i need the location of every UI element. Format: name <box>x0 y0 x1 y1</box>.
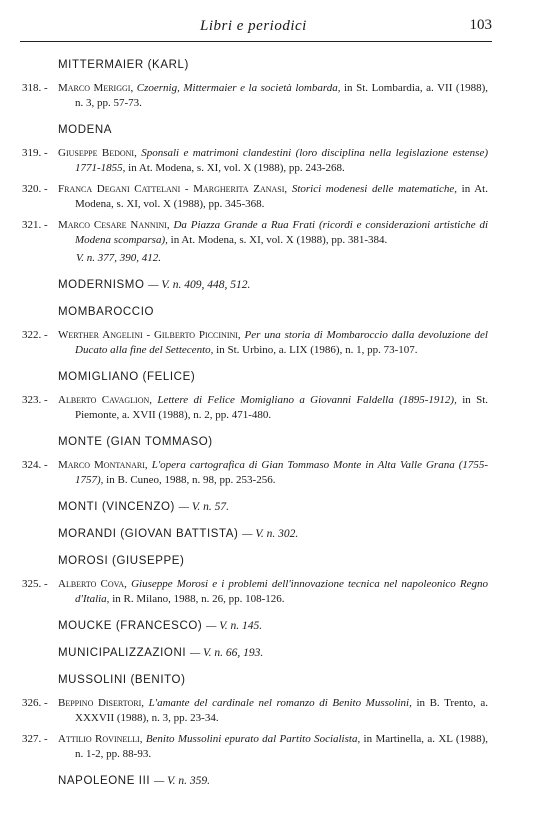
section-heading-text: MORANDI (GIOVAN BATTISTA) <box>58 528 239 540</box>
cross-reference: — V. n. 145. <box>206 620 263 632</box>
entry-authors: Alberto Cova, <box>58 578 127 590</box>
bibliography-list <box>0 58 550 797</box>
bibliography-entry <box>0 393 550 423</box>
entry-authors: Werther Angelini - Gilberto Piccinini, <box>58 329 241 341</box>
bibliography-entry <box>0 81 550 111</box>
entry-authors: Beppino Disertori, <box>58 697 145 709</box>
cross-reference: — V. n. 359. <box>153 775 210 787</box>
entry-title: Sponsali e matrimoni clandestini (loro disciplina nella legislazione estense) 1771-1855, <box>75 147 488 174</box>
section-heading <box>58 435 550 450</box>
entry-authors: Alberto Cavaglion, <box>58 394 153 406</box>
entry-number: 323. - <box>22 394 48 406</box>
entry-citation <box>58 696 488 726</box>
entry-number: 321. - <box>22 219 48 231</box>
running-header-title: Libri e periodici <box>200 18 307 34</box>
section-heading-text: MONTI (VINCENZO) <box>58 501 175 513</box>
section-heading-text: MODENA <box>58 124 113 136</box>
bibliography-entry <box>0 146 550 176</box>
bibliography-entry <box>0 458 550 488</box>
entry-citation <box>58 218 488 248</box>
bibliography-entry <box>0 328 550 358</box>
entry-title: L'amante del cardinale nel romanzo di Benito Mussolini, <box>148 697 412 709</box>
entry-title: Lettere di Felice Momigliano a Giovanni Faldella (1895-1912), <box>157 394 457 406</box>
see-also-reference: V. n. 377, 390, 412. <box>76 252 162 264</box>
bibliography-entry <box>0 696 550 726</box>
section-heading-text: MOROSI (GIUSEPPE) <box>58 555 185 567</box>
entry-publication: in Martinella, a. XL (1988), n. 1-2, pp. 88-93. <box>75 733 488 760</box>
entry-title: Per una storia di Mombaroccio dalla devoluzione del Ducato alla fine del Settecento, <box>75 329 488 356</box>
entry-publication: in B. Trento, a. XXXVII (1988), n. 3, pp. 23-34. <box>75 697 489 724</box>
entry-number: 322. - <box>22 329 48 341</box>
section-heading-text: MOMBAROCCIO <box>58 306 155 318</box>
entry-publication: in R. Milano, 1988, n. 26, pp. 108-126. <box>112 593 285 605</box>
section-heading <box>58 123 550 138</box>
section-heading <box>58 554 550 569</box>
entry-authors: Attilio Rovinelli, <box>58 733 143 745</box>
cross-reference: — V. n. 57. <box>178 501 230 513</box>
page-number: 103 <box>469 17 492 33</box>
section-heading <box>58 646 550 661</box>
bibliography-entry <box>0 218 550 248</box>
entry-number: 320. - <box>22 183 48 195</box>
section-heading <box>58 619 550 634</box>
entry-citation <box>58 577 488 607</box>
section-heading <box>58 500 550 515</box>
header-rule <box>20 41 492 42</box>
entry-publication: in B. Cuneo, 1988, n. 98, pp. 253-256. <box>106 474 276 486</box>
section-heading-text: MOUCKE (FRANCESCO) <box>58 620 203 632</box>
entry-title: Giuseppe Morosi e i problemi dell'innovazione tecnica nel napoleonico Regno d'Italia, <box>75 578 488 605</box>
section-heading <box>58 58 550 73</box>
section-heading <box>58 305 550 320</box>
entry-citation <box>58 393 488 423</box>
section-heading-text: MONTE (GIAN TOMMASO) <box>58 436 213 448</box>
entry-title: Da Piazza Grande a Rua Frati (ricordi e considerazioni artistiche di Modena scomparsa), <box>75 219 489 246</box>
entry-citation <box>58 458 488 488</box>
entry-number: 325. - <box>22 578 48 590</box>
cross-reference: — V. n. 66, 193. <box>189 647 264 659</box>
entry-citation <box>58 182 488 212</box>
entry-title: Benito Mussolini epurato dal Partito Socialista, <box>145 733 361 745</box>
entry-number: 326. - <box>22 697 48 709</box>
entry-authors: Franca Degani Cattelani - Margherita Zanasi, <box>58 183 288 195</box>
section-heading <box>58 278 550 293</box>
entry-publication: in St. Urbino, a. LIX (1986), n. 1, pp. 73-107. <box>216 344 418 356</box>
section-heading-text: NAPOLEONE III <box>58 775 151 787</box>
bibliography-entry <box>0 732 550 762</box>
cross-reference: — V. n. 302. <box>242 528 299 540</box>
entry-publication: in At. Modena, s. XI, vol. X (1988), pp. 243-268. <box>128 162 345 174</box>
section-heading-text: MOMIGLIANO (FELICE) <box>58 371 196 383</box>
entry-citation <box>58 732 488 762</box>
entry-publication: in St. Lombardia, a. VII (1988), n. 3, pp. 57-73. <box>75 82 488 109</box>
section-heading <box>58 370 550 385</box>
entry-citation <box>58 81 488 111</box>
entry-publication: in At. Modena, s. XI, vol. X (1988), pp. 381-384. <box>170 234 388 246</box>
cross-reference: — V. n. 409, 448, 512. <box>148 279 251 291</box>
section-heading <box>58 673 550 688</box>
section-heading <box>58 527 550 542</box>
section-heading <box>58 774 550 789</box>
entry-authors: Giuseppe Bedoni, <box>58 147 137 159</box>
entry-citation <box>58 328 488 358</box>
section-heading-text: MUNICIPALIZZAZIONI <box>58 647 187 659</box>
entry-authors: Marco Meriggi, <box>58 82 134 94</box>
section-heading-text: MITTERMAIER (KARL) <box>58 59 189 71</box>
entry-number: 318. - <box>22 82 48 94</box>
bibliography-entry <box>0 577 550 607</box>
entry-number: 327. - <box>22 733 48 745</box>
entry-citation <box>58 146 488 176</box>
entry-publication: in At. Modena, s. XI, vol. X (1988), pp. 345-368. <box>75 183 488 210</box>
bibliography-entry <box>0 182 550 212</box>
entry-title: L'opera cartografica di Gian Tommaso Monte in Alta Valle Grana (1755-1757), <box>75 459 489 486</box>
entry-authors: Marco Montanari, <box>58 459 148 471</box>
entry-title: Czoernig, Mittermaier e la società lombarda, <box>136 82 341 94</box>
entry-authors: Marco Cesare Nannini, <box>58 219 170 231</box>
section-heading-text: MODERNISMO <box>58 279 145 291</box>
entry-publication: in St. Piemonte, a. XVII (1988), n. 2, pp. 471-480. <box>75 394 489 421</box>
entry-number: 319. - <box>22 147 48 159</box>
entry-title: Storici modenesi delle matematiche, <box>291 183 457 195</box>
section-heading-text: MUSSOLINI (BENITO) <box>58 674 186 686</box>
entry-number: 324. - <box>22 459 48 471</box>
